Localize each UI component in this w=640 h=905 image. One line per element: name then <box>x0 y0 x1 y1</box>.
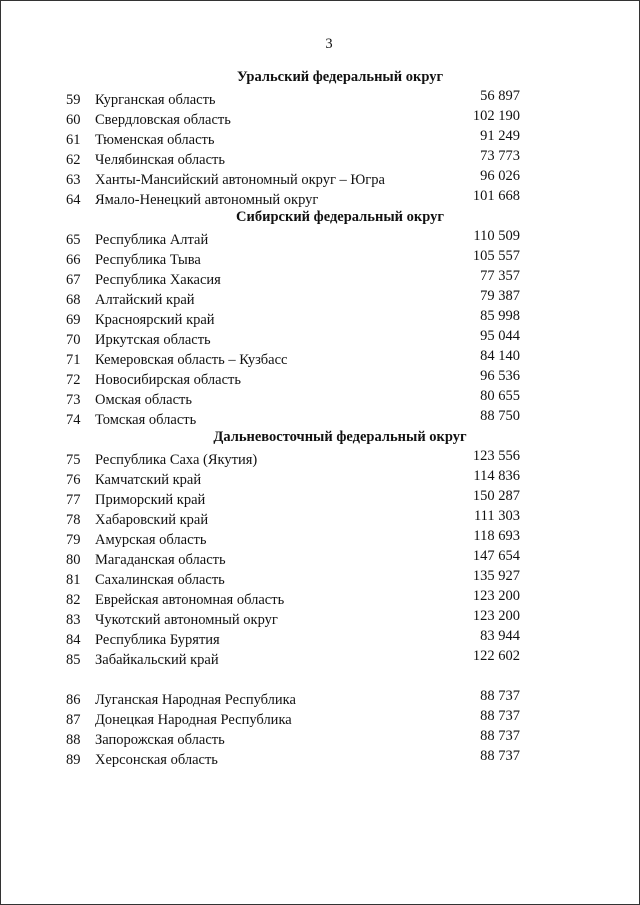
region-value: 150 287 <box>472 488 520 504</box>
table-row <box>0 508 640 531</box>
region-name: Красноярский край <box>95 312 215 328</box>
row-number: 72 <box>66 372 81 388</box>
row-number: 78 <box>66 512 81 528</box>
region-value: 123 200 <box>472 608 520 624</box>
table-row <box>0 168 640 191</box>
region-name: Республика Тыва <box>95 252 201 268</box>
region-value: 96 536 <box>480 368 520 384</box>
row-number: 77 <box>66 492 81 508</box>
row-number: 70 <box>66 332 81 348</box>
region-value: 77 357 <box>480 268 520 284</box>
table-row <box>0 388 640 411</box>
region-name: Ханты-Мансийский автономный округ – Югра <box>95 172 385 188</box>
table-row <box>0 528 640 551</box>
region-name: Алтайский край <box>95 292 195 308</box>
table-row <box>0 548 640 571</box>
region-value: 83 944 <box>480 628 520 644</box>
row-number: 60 <box>66 112 81 128</box>
region-name: Камчатский край <box>95 472 202 488</box>
row-number: 79 <box>66 532 81 548</box>
table-row <box>0 628 640 651</box>
table-row <box>0 348 640 371</box>
region-name: Омская область <box>95 392 192 408</box>
region-value: 56 897 <box>480 88 520 104</box>
table-row <box>0 728 640 751</box>
region-value: 105 557 <box>472 248 520 264</box>
region-value: 88 737 <box>480 728 520 744</box>
table-row <box>0 748 640 771</box>
row-number: 85 <box>66 652 81 668</box>
region-name: Ямало-Ненецкий автономный округ <box>95 192 319 208</box>
row-number: 82 <box>66 592 81 608</box>
region-value: 114 836 <box>473 468 520 484</box>
region-name: Томская область <box>95 412 197 428</box>
region-value: 101 668 <box>472 188 520 204</box>
section-heading: Дальневосточный федеральный округ <box>213 429 467 445</box>
region-value: 80 655 <box>480 388 520 404</box>
row-number: 68 <box>66 292 81 308</box>
region-name: Чукотский автономный округ <box>95 612 278 628</box>
region-name: Луганская Народная Республика <box>95 692 296 708</box>
table-row <box>0 488 640 511</box>
region-value: 85 998 <box>480 308 520 324</box>
table-row <box>0 308 640 331</box>
row-number: 73 <box>66 392 81 408</box>
table-row <box>0 108 640 131</box>
region-value: 147 654 <box>472 548 520 564</box>
region-name: Донецкая Народная Республика <box>95 712 292 728</box>
table-row <box>0 288 640 311</box>
region-value: 88 750 <box>480 408 520 424</box>
table-row <box>0 608 640 631</box>
region-value: 88 737 <box>480 748 520 764</box>
row-number: 67 <box>66 272 81 288</box>
region-value: 79 387 <box>480 288 520 304</box>
table-row <box>0 648 640 671</box>
region-value: 111 303 <box>473 508 520 524</box>
row-number: 69 <box>66 312 81 328</box>
row-number: 80 <box>66 552 81 568</box>
table-row <box>0 588 640 611</box>
row-number: 65 <box>66 232 81 248</box>
table-row <box>0 248 640 271</box>
row-number: 86 <box>66 692 81 708</box>
table-row <box>0 568 640 591</box>
row-number: 88 <box>66 732 81 748</box>
table-row <box>0 708 640 731</box>
row-number: 63 <box>66 172 81 188</box>
region-value: 88 737 <box>480 708 520 724</box>
region-value: 73 773 <box>480 148 520 164</box>
region-value: 84 140 <box>480 348 520 364</box>
row-number: 62 <box>66 152 81 168</box>
region-name: Хабаровский край <box>95 512 209 528</box>
region-name: Курганская область <box>95 92 216 108</box>
region-name: Свердловская область <box>95 112 231 128</box>
section-heading: Уральский федеральный округ <box>236 69 444 85</box>
row-number: 74 <box>66 412 81 428</box>
region-name: Челябинская область <box>95 152 225 168</box>
row-number: 59 <box>66 92 81 108</box>
page-number: 3 <box>325 36 333 52</box>
table-row <box>0 448 640 471</box>
row-number: 76 <box>66 472 81 488</box>
region-name: Амурская область <box>95 532 207 548</box>
region-name: Запорожская область <box>95 732 225 748</box>
row-number: 81 <box>66 572 81 588</box>
region-value: 122 602 <box>472 648 520 664</box>
row-number: 84 <box>66 632 81 648</box>
region-name: Республика Алтай <box>95 232 209 248</box>
region-name: Сахалинская область <box>95 572 225 588</box>
region-value: 123 556 <box>472 448 520 464</box>
row-number: 75 <box>66 452 81 468</box>
table-row <box>0 268 640 291</box>
region-name: Еврейская автономная область <box>95 592 285 608</box>
row-number: 71 <box>66 352 81 368</box>
row-number: 64 <box>66 192 81 208</box>
region-name: Приморский край <box>95 492 206 508</box>
region-value: 96 026 <box>480 168 520 184</box>
row-number: 66 <box>66 252 81 268</box>
region-name: Забайкальский край <box>95 652 219 668</box>
region-value: 110 509 <box>473 228 520 244</box>
region-name: Тюменская область <box>95 132 215 148</box>
table-row <box>0 128 640 151</box>
table-row <box>0 88 640 111</box>
region-name: Кемеровская область – Кузбасс <box>95 352 288 368</box>
region-name: Херсонская область <box>95 752 218 768</box>
table-row <box>0 688 640 711</box>
row-number: 87 <box>66 712 81 728</box>
region-name: Новосибирская область <box>95 372 241 388</box>
region-value: 95 044 <box>480 328 520 344</box>
table-row <box>0 468 640 491</box>
region-name: Республика Хакасия <box>95 272 221 288</box>
row-number: 89 <box>66 752 81 768</box>
region-value: 135 927 <box>472 568 520 584</box>
row-number: 83 <box>66 612 81 628</box>
table-row <box>0 368 640 391</box>
region-value: 88 737 <box>480 688 520 704</box>
region-value: 102 190 <box>472 108 520 124</box>
table-row <box>0 328 640 351</box>
section-heading: Сибирский федеральный округ <box>236 209 444 225</box>
table-row <box>0 148 640 171</box>
region-value: 123 200 <box>472 588 520 604</box>
region-value: 118 693 <box>473 528 520 544</box>
row-number: 61 <box>66 132 81 148</box>
region-name: Магаданская область <box>95 552 226 568</box>
region-name: Республика Саха (Якутия) <box>95 452 258 468</box>
region-name: Иркутская область <box>95 332 211 348</box>
table-row <box>0 228 640 251</box>
region-value: 91 249 <box>480 128 520 144</box>
region-name: Республика Бурятия <box>95 632 220 648</box>
